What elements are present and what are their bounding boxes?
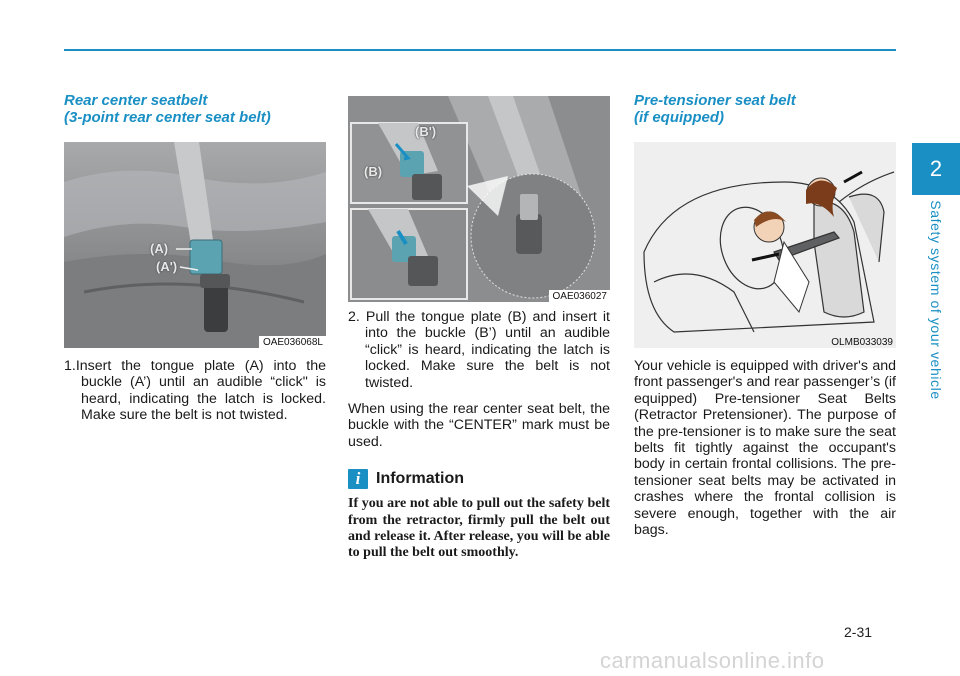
information-icon: i [348, 469, 368, 489]
buckle-insert-illustration [348, 96, 610, 302]
pretensioner-description: Your vehicle is equipped with driver's and front passenger's and rear passenger’s (if equipped) Pre-tensioner Seat Belts (Retractor Pretensioner). The purpose of the pre-tensioner is to make sure the seat belts fit tightly against the occupant's body in certain frontal collisions. The pre-tensioner seat belts may be activated in crashes where the frontal collision is severe enough, together with the air bags. [634, 358, 896, 539]
section-heading [64, 92, 326, 126]
callout-a: (A) [150, 241, 169, 256]
information-title: Information [376, 470, 464, 488]
chapter-number: 2 [929, 156, 943, 181]
chapter-title: Safety system of your vehicle [928, 200, 944, 400]
column-buckle-steps [348, 96, 610, 561]
information-heading [348, 469, 610, 489]
step-2: 2. Pull the tongue plate (B) and insert it into the buckle (B’) until an audible “click” is heard, indicating the latch is locked. Make sure the belt is not twisted. [348, 309, 610, 391]
step-1: 1.Insert the tongue plate (A) into the buckle (A’) until an audible “click" is heard, indicating the latch is locked. Make sure the belt is not twisted. [64, 358, 326, 424]
figure-code: OAE036068L [259, 336, 326, 348]
heading-line-2: (3-point rear center seat belt) [64, 109, 271, 126]
figure-pretensioner [634, 142, 896, 348]
figure-code: OLMB033039 [827, 336, 896, 348]
heading-line-2: (if equipped) [634, 109, 724, 126]
center-mark-note: When using the rear center seat belt, the buckle with the “CENTER” mark must be used. [348, 401, 610, 450]
callout-b: (B) [364, 164, 383, 179]
rear-seat-belt-illustration [64, 142, 326, 348]
chapter-tab [912, 143, 960, 195]
column-pretensioner [634, 92, 896, 538]
figure-rear-center-buckle [64, 142, 326, 348]
column-rear-center-seatbelt [64, 92, 326, 424]
information-box [348, 469, 610, 561]
heading-line-1: Rear center seatbelt [64, 92, 208, 109]
section-heading [634, 92, 896, 126]
header-rule [64, 49, 896, 51]
figure-buckle-insert [348, 96, 610, 302]
callout-a-prime: (A') [156, 259, 178, 274]
information-text: If you are not able to pull out the safety belt from the retractor, firmly pull the belt out and release it. After release, you will be able to pull the belt out smoothly. [348, 496, 610, 561]
heading-line-1: Pre-tensioner seat belt [634, 92, 796, 109]
watermark: carmanualsonline.info [600, 648, 825, 673]
pretensioner-illustration [634, 142, 896, 348]
callout-b-prime: (B') [415, 124, 437, 139]
figure-code: OAE036027 [549, 290, 611, 302]
page-number: 2-31 [844, 624, 873, 640]
